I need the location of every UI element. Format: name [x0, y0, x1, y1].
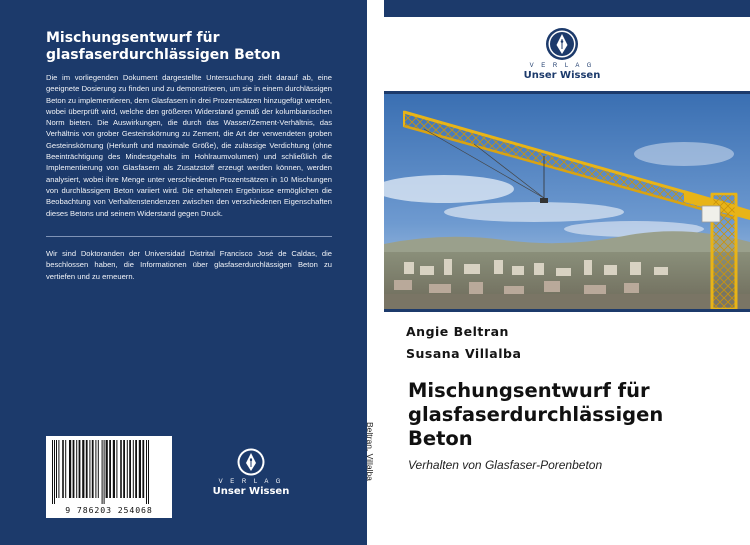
book-title: Mischungsentwurf für glasfaserdurchlässigen Beton	[408, 379, 664, 450]
barcode-bar	[62, 440, 64, 498]
barcode-bar	[148, 440, 149, 504]
back-cover	[0, 0, 367, 545]
barcode-bar	[95, 440, 96, 498]
top-color-bar	[384, 0, 750, 17]
barcode-bar	[92, 440, 94, 498]
pen-nib-logo-icon	[236, 447, 266, 477]
barcode-bar	[133, 440, 134, 498]
back-publisher-logo	[205, 447, 297, 497]
isbn-barcode	[46, 436, 172, 518]
barcode-bar	[52, 440, 53, 504]
barcode-bar	[56, 440, 57, 498]
barcode-bar	[76, 440, 77, 498]
barcode-bar	[123, 440, 125, 498]
publisher-name: Unser Wissen	[212, 486, 290, 497]
back-cover-description: Die im vorliegenden Dokument dargestellte Untersuchung zielt darauf ab, eine geeignete Dosierung zu finden und zu demonstrieren, um sie in einem durchlässigen Beton zu implementieren, dem Glasfasern in drei Prozentsätzen hinzugefügt werden, wobei überprüft wird, welche den größeren Widerstand gemäß der kolumbianischen Norm bieten. Die Auswirkungen, die durch das Wasser/Zement-Verhältnis, das Verhältnis von grober Gesteinskörnung zu Zement, die Art der verwendeten groben Gesteinskörnung (Herkunft und maximale Größe), die zulässige Verdichtung (ohne Beeinträchtigung des Mindestgehalts im Hohlraumvolumen) und schließlich die Implementierung von Glasfasern als Zusatzstoff erzeugt werden können, werden analysiert, wobei ihre Menge unter verschiedenen Prozentsätzen in 10 Mischungen von durchlässigem Beton variiert wird. Die erhaltenen Ergebnisse ermöglichen die Beobachtung von Verhaltenstendenzen zwischen den verschiedenen Eigenschaften dieses Betons und seinem Widerstand gegen Druck.	[46, 73, 332, 218]
barcode-bar	[116, 440, 117, 498]
barcode-bar	[142, 440, 144, 498]
barcode-bar	[113, 440, 115, 498]
barcode-bar	[129, 440, 131, 498]
publisher-verlag-label: V E R L A G	[529, 63, 595, 69]
isbn-number: 9 786203 254068	[65, 505, 153, 515]
barcode-bar	[69, 440, 71, 498]
barcode-bar	[120, 440, 122, 498]
divider	[46, 236, 332, 237]
cover-photo	[384, 91, 750, 312]
barcode-bar	[109, 440, 111, 498]
barcode-bar	[104, 440, 105, 504]
barcode-bar	[98, 440, 99, 498]
barcode-bar	[65, 440, 66, 498]
front-cover	[384, 0, 750, 545]
barcode-bar	[127, 440, 128, 498]
publisher-name: Unser Wissen	[523, 70, 601, 81]
tower-crane-photo-icon	[384, 94, 750, 309]
barcode-bar	[89, 440, 90, 498]
barcode-bar	[82, 440, 84, 498]
barcode-bar	[106, 440, 108, 498]
barcode-bar	[102, 440, 103, 504]
book-subtitle: Verhalten von Glasfaser-Porenbeton	[408, 458, 603, 472]
spine-authors: Beltran, Villalba	[365, 422, 375, 481]
barcode-bar	[58, 440, 59, 498]
author-name: Susana Villalba	[406, 346, 522, 361]
barcode-bar	[54, 440, 55, 504]
barcode-bar	[135, 440, 137, 498]
barcode-bar	[146, 440, 147, 504]
about-authors-text: Wir sind Doktoranden der Universidad Distrital Francisco José de Caldas, die beschlossen haben, die Informationen über glasfaserdurchlässigen Beton zu vertiefen und zu erneuern.	[46, 249, 332, 281]
author-list	[406, 321, 521, 365]
barcode-bars-icon	[46, 436, 172, 506]
author-name: Angie Beltran	[406, 324, 509, 339]
barcode-bar	[73, 440, 75, 498]
barcode-bar	[86, 440, 88, 498]
publisher-verlag-label: V E R L A G	[218, 479, 284, 485]
barcode-bar	[139, 440, 141, 498]
pen-nib-logo-icon	[545, 27, 579, 61]
barcode-bar	[79, 440, 81, 498]
front-publisher-logo	[512, 27, 612, 81]
back-cover-title: Mischungsentwurf für glasfaserdurchlässigen Beton	[46, 30, 281, 63]
